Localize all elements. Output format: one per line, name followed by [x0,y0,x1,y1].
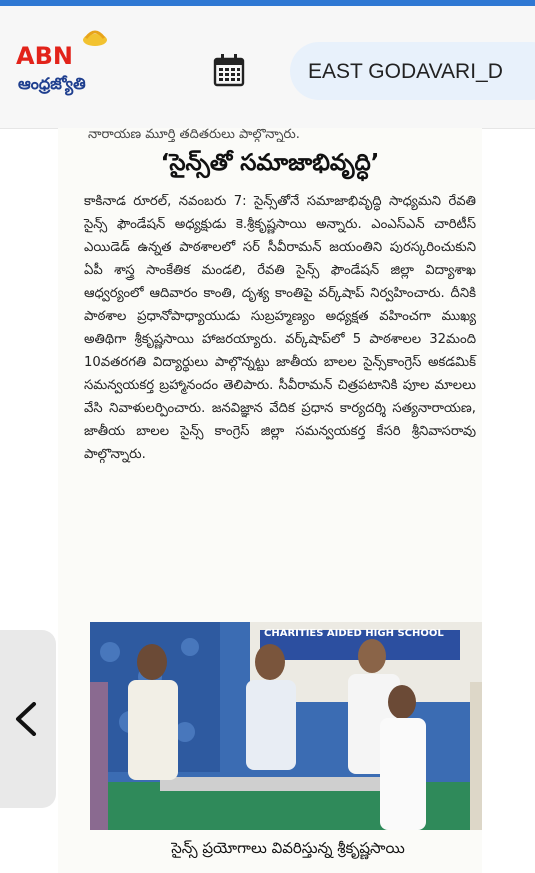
edition-label: EAST GODAVARI_D [308,60,503,83]
calendar-icon[interactable] [213,53,245,87]
previous-article-tail: నారాయణ మూర్తి తదితరులు పాల్గొన్నారు. [88,128,300,142]
news-clipping [58,128,482,873]
back-button[interactable] [0,630,56,808]
app-header [0,6,535,129]
article-photo [90,622,482,830]
article-headline: ‘సైన్స్‌తో సమాజాభివృద్ధి’ [160,150,380,176]
logo-emblem-icon [80,28,110,50]
logo-brand: ABN [16,42,73,70]
edition-selector[interactable] [290,42,535,100]
abn-andhrajyothy-logo[interactable] [16,36,112,100]
chevron-left-icon [12,702,42,736]
article-body: కాకినాడ రూరల్, నవంబరు 7: సైన్స్‌తోనే సమాజాభివృద్ధి సాధ్యమని రేవతి సైన్స్ ఫౌండేషన్ అధ్యక్షుడు కె.శ్రీకృష్ణసాయి అన్నారు. ఎంఎస్ఎన్ చారిటీస్ ఎయిడెడ్ ఉన్నత పాఠశాలలో సర్ సీవీరామన్ జయంతిని పురస్కరించుకుని ఏపీ శాస్త్ర సాంకేతిక మండలి, రేవతి సైన్స్ ఫౌండేషన్ జిల్లా విద్యాశాఖ ఆధ్వర్యంలో ఆదివారం కాంతి, దృశ్య కాంతిపై వర్క్‌షాప్ నిర్వహించారు. దీనికి పాఠశాల ప్రధానోపాధ్యాయుడు సుబ్రహ్మణ్యం అధ్యక్షత వహించగా ముఖ్య అతిథిగా శ్రీకృష్ణసాయి హాజరయ్యారు. వర్క్‌షాప్‌లో 5 పాఠశాలల 32మంది 10వతరగతి విద్యార్థులు పాల్గొన్నట్టు జాతీయ బాలల సైన్స్‌కాంగ్రెస్ అకడమిక్ సమన్వయకర్త బ్రహ్మానందం తెలిపారు. సీవీరామన్ చిత్రపటానికి పూల మాలలు వేసి నివాళులర్పించారు. జనవిజ్ఞాన వేదిక ప్రధాన కార్యదర్శి సత్యనారాయణ, జాతీయ బాలల సైన్స్ కాంగ్రెస్ జిల్లా సమన్వయకర్త కేసరి శ్రీనివాసరావు పాల్గొన్నారు. [84,194,476,462]
logo-tagline: ఆంధ్రజ్యోతి [18,74,86,93]
photo-banner-text: CHARITIES AIDED HIGH SCHOOL [264,628,444,639]
photo-caption: సైన్స్ ప్రయోగాలు వివరిస్తున్న శ్రీకృష్ణసాయి [171,839,405,857]
